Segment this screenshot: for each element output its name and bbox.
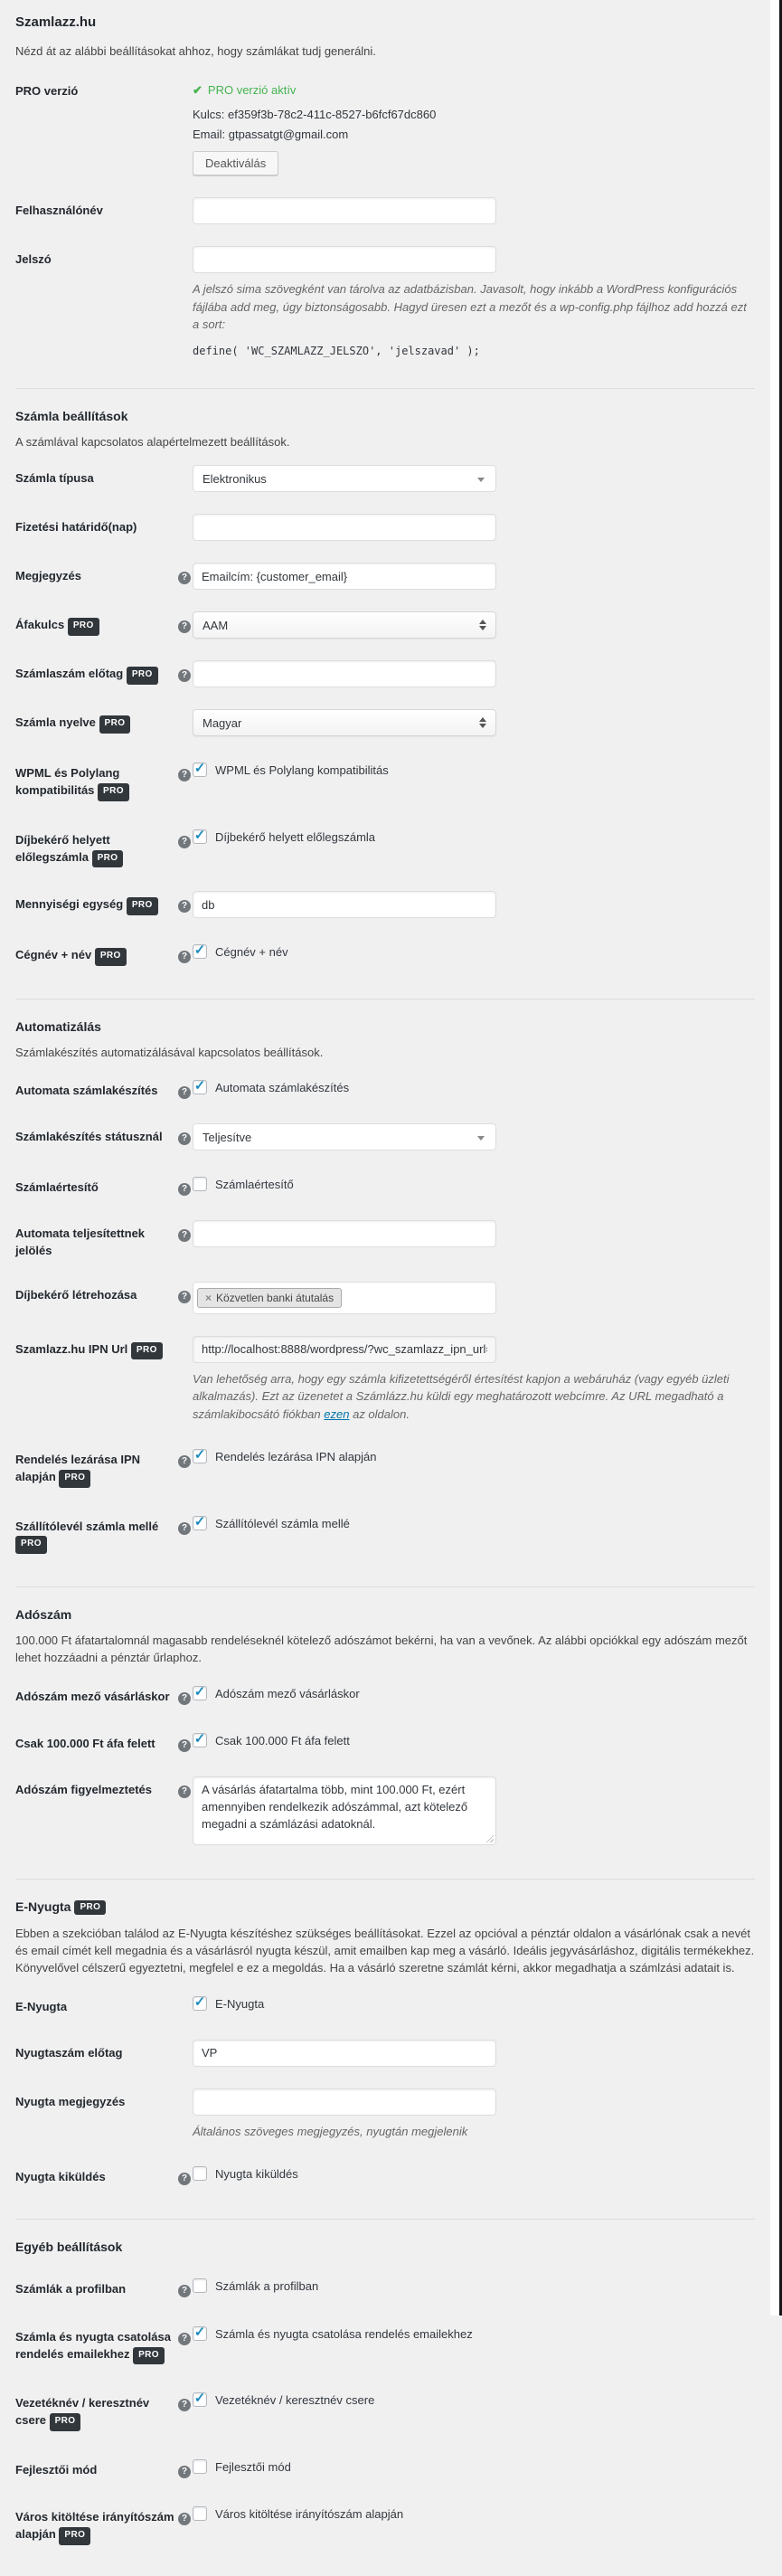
delivery-note-checkbox-row[interactable]: ✓ Szállítólevél számla mellé <box>193 1513 350 1532</box>
city-fill-checkbox-row[interactable]: Város kitöltése irányítószám alapján <box>193 2504 403 2523</box>
invoice-language-select[interactable]: Magyar <box>193 709 496 736</box>
invoice-type-select[interactable]: Elektronikus <box>193 465 496 492</box>
help-icon[interactable]: ? <box>178 2513 191 2525</box>
checkbox[interactable] <box>193 1516 207 1530</box>
section-heading-tax: Adószám <box>15 1606 72 1622</box>
field-label: Fejlesztői mód <box>15 2462 98 2477</box>
pro-badge: PRO <box>59 1470 90 1488</box>
field-label: Áfakulcs <box>15 618 65 632</box>
row-invoice-language <box>15 698 755 747</box>
row-company-name <box>15 929 755 979</box>
tax-only-above-checkbox-row[interactable]: ✓ Csak 100.000 Ft áfa felett <box>193 1730 350 1749</box>
scrollbar-track[interactable] <box>770 0 782 2316</box>
field-label: Fizetési határidő(nap) <box>15 520 137 535</box>
section-divider <box>15 1586 755 1587</box>
pro-badge: PRO <box>15 1536 47 1554</box>
field-label: PRO verzió <box>15 84 79 98</box>
row-advance-invoice <box>15 814 755 880</box>
field-label: Jelszó <box>15 252 52 266</box>
pro-badge: PRO <box>98 783 129 801</box>
help-icon[interactable]: ? <box>178 1739 191 1752</box>
page-intro: Nézd át az alábbi beállításokat ahhoz, hogy számlákat tudj generálni. <box>15 44 376 58</box>
pro-badge: PRO <box>68 618 99 636</box>
invoice-note-input[interactable] <box>193 563 496 590</box>
row-receipt-prefix <box>15 2029 755 2078</box>
advance-invoice-checkbox-row[interactable]: ✓ Díjbekérő helyett előlegszámla <box>193 827 375 846</box>
pro-badge: PRO <box>131 1342 163 1360</box>
password-input[interactable] <box>193 246 496 273</box>
row-payment-deadline <box>15 503 755 552</box>
field-label: Nyugta kiküldés <box>15 2170 106 2184</box>
company-name-checkbox-row[interactable]: ✓ Cégnév + név <box>193 942 288 961</box>
field-label: Számla és nyugta csatolása rendelés emailekhez <box>15 2329 171 2361</box>
row-username <box>15 186 755 235</box>
payment-deadline-input[interactable] <box>193 514 496 541</box>
help-icon[interactable]: ? <box>178 1132 191 1145</box>
section-heading-invoice: Számla beállítások <box>15 408 128 423</box>
checkbox[interactable] <box>193 1686 207 1700</box>
page-title: Szamlazz.hu <box>15 14 97 30</box>
password-description: A jelszó sima szövegként van tárolva az adatbázisban. Javasolt, hogy inkább a WordPress konfigurációs fájlába add meg, úgy biztonságosabb. Hagyd üresen ezt a mezőt és a wp-config.php fájlhoz add hozzá ezt a sort: <box>193 282 747 331</box>
pro-badge: PRO <box>127 667 158 685</box>
username-input[interactable] <box>193 197 496 224</box>
field-label: Adószám figyelmeztetés <box>15 1783 152 1797</box>
selected-gateway-tag: × Közvetlen banki átutalás <box>197 1288 342 1308</box>
field-label: Csak 100.000 Ft áfa felett <box>15 1737 155 1751</box>
field-label: Automata számlakészítés <box>15 1084 158 1098</box>
field-label: Számla nyelve <box>15 715 96 730</box>
help-icon[interactable]: ? <box>178 1522 191 1535</box>
pro-badge: PRO <box>59 2527 90 2545</box>
field-label: Rendelés lezárása IPN alapján <box>15 1453 141 1484</box>
auto-complete-input[interactable] <box>193 1220 496 1247</box>
invoice-status-select[interactable]: Teljesítve <box>193 1123 496 1151</box>
remove-tag-icon[interactable]: × <box>205 1291 212 1304</box>
checkbox[interactable] <box>193 2459 207 2474</box>
field-label: Díjbekérő létrehozása <box>15 1287 137 1302</box>
ipn-settings-link[interactable]: ezen <box>324 1406 350 1421</box>
auto-invoice-checkbox-row[interactable]: ✓ Automata számlakészítés <box>193 1077 349 1096</box>
checkbox[interactable] <box>193 2166 207 2181</box>
dev-mode-checkbox-row[interactable]: Fejlesztői mód <box>193 2457 291 2476</box>
section-heading-other: Egyéb beállítások <box>15 2240 123 2255</box>
field-label: WPML és Polylang kompatibilitás <box>15 766 120 798</box>
checkbox[interactable] <box>193 762 207 777</box>
receipt-prefix-input[interactable] <box>193 2040 496 2067</box>
field-label: Vezetéknév / keresztnév csere <box>15 2396 150 2428</box>
pro-badge: PRO <box>50 2413 81 2431</box>
row-password <box>15 235 755 368</box>
field-label: Számlák a profilban <box>15 2282 127 2297</box>
checkbox[interactable] <box>193 944 207 959</box>
unit-input[interactable] <box>193 891 496 918</box>
chevron-down-icon <box>477 1136 485 1141</box>
checkbox[interactable] <box>193 1177 207 1191</box>
close-order-checkbox-row[interactable]: ✓ Rendelés lezárása IPN alapján <box>193 1446 377 1465</box>
pro-key: Kulcs: ef359f3b-78c2-411c-8527-b6fcf67dc860 <box>193 108 437 121</box>
receipt-send-checkbox-row[interactable]: Nyugta kiküldés <box>193 2164 298 2183</box>
chevron-down-icon <box>477 478 485 482</box>
help-icon[interactable]: ? <box>178 769 191 781</box>
help-icon[interactable]: ? <box>178 900 191 913</box>
field-label: Cégnév + név <box>15 948 92 962</box>
section-desc-receipt: Ebben a szekcióban találod az E-Nyugta készítéshez szükséges beállításokat. Ezzel az opcióval a pénztár oldalon a vásárlónak csak a nevét és email címét kell megadnia és a vásárlásról nyugta készül, amit emailben kap meg a vásárló. Ideális jegyvásárláshoz, digitális termékekhez. Könyvelővel célszerű egyeztetni, megfelel e ez a megoldás. Ha a vásárló szeretne számlát kérni, akkor megadhatja a számlzási adatait is. <box>15 1927 755 1975</box>
ipn-description: Van lehetőség arra, hogy egy számla kifizetettségéről értesítést kapjon a webáruház (vagy egyéb üzleti alkalmazás). Ezt az üzenetet a Számlázz.hu küldi egy meghatározott webcímre. Az URL megadható a számlakibocsátó fiókban ezen az oldalon. <box>193 1371 730 1421</box>
receipt-enabled-checkbox-row[interactable]: ✓ E-Nyugta <box>193 1994 264 2012</box>
row-attach-emails <box>15 2311 755 2377</box>
help-icon[interactable]: ? <box>178 2333 191 2345</box>
section-divider <box>15 2219 755 2220</box>
row-vat-key <box>15 601 755 649</box>
row-receipt-send <box>15 2151 755 2199</box>
row-tax-only-above <box>15 1718 755 1766</box>
invoice-prefix-input[interactable] <box>193 660 496 687</box>
field-label: Szamlazz.hu IPN Url <box>15 1341 128 1356</box>
help-icon[interactable]: ? <box>178 2466 191 2478</box>
field-label: Nyugta megjegyzés <box>15 2094 126 2108</box>
row-tax-field <box>15 1671 755 1719</box>
row-close-order-ipn <box>15 1434 755 1500</box>
ipn-url-input[interactable] <box>193 1336 496 1363</box>
row-invoice-prefix <box>15 649 755 698</box>
pro-badge: PRO <box>127 897 158 915</box>
help-icon[interactable]: ? <box>178 1291 191 1303</box>
section-desc-invoice: A számlával kapcsolatos alapértelmezett beállítások. <box>15 434 290 449</box>
checkbox[interactable] <box>193 1080 207 1094</box>
vat-key-select[interactable]: AAM <box>193 611 496 639</box>
pro-badge: PRO <box>99 715 131 734</box>
row-unit <box>15 880 755 929</box>
wpml-checkbox-row[interactable]: ✓ WPML és Polylang kompatibilitás <box>193 760 389 779</box>
field-label: Megjegyzés <box>15 569 81 583</box>
row-proforma-create <box>15 1271 755 1325</box>
invoice-notifier-checkbox-row[interactable]: Számlaértesítő <box>193 1174 294 1193</box>
row-profile-invoices <box>15 2263 755 2311</box>
help-icon[interactable]: ? <box>178 669 191 682</box>
row-auto-complete <box>15 1209 755 1271</box>
pro-badge: PRO <box>95 948 127 966</box>
row-invoice-note <box>15 552 755 601</box>
password-code-snippet: define( 'WC_SZAMLAZZ_JELSZO', 'jelszavad' ); <box>193 344 480 357</box>
field-label: Számlaértesítő <box>15 1180 99 1195</box>
field-label: E-Nyugta <box>15 1999 68 2013</box>
pro-email: Email: gtpassatgt@gmail.com <box>193 127 349 141</box>
field-label: Számla típusa <box>15 471 94 486</box>
row-invoice-type <box>15 454 755 503</box>
section-divider <box>15 388 755 389</box>
help-icon[interactable]: ? <box>178 1455 191 1468</box>
row-name-swap <box>15 2377 755 2443</box>
row-auto-invoice <box>15 1065 755 1113</box>
help-icon[interactable]: ? <box>178 1785 191 1798</box>
name-swap-checkbox-row[interactable]: ✓ Vezetéknév / keresztnév csere <box>193 2390 374 2409</box>
pro-badge: PRO <box>74 1900 106 1915</box>
pro-badge: PRO <box>133 2347 165 2365</box>
help-icon[interactable]: ? <box>178 1229 191 1242</box>
pro-badge: PRO <box>92 850 124 868</box>
field-label: Számlaszám előtag <box>15 667 124 681</box>
help-icon[interactable]: ? <box>178 951 191 963</box>
check-icon: ✔ <box>193 83 203 97</box>
pro-status-badge: ✔ PRO verzió aktív <box>193 83 297 97</box>
select-arrows-icon <box>479 620 486 630</box>
help-icon[interactable]: ? <box>178 1183 191 1196</box>
field-label: Nyugtaszám előtag <box>15 2045 123 2060</box>
row-pro-version <box>15 67 755 186</box>
row-receipt-enabled <box>15 1981 755 2029</box>
attach-emails-checkbox-row[interactable]: ✓ Számla és nyugta csatolása rendelés emailekhez <box>193 2324 473 2343</box>
section-desc-automation: Számlakészítés automatizálásával kapcsolatos beállítások. <box>15 1045 324 1059</box>
help-icon[interactable]: ? <box>178 2285 191 2297</box>
row-city-fill <box>15 2491 755 2557</box>
checkbox[interactable] <box>193 1996 207 2011</box>
help-icon[interactable]: ? <box>178 2173 191 2185</box>
help-icon[interactable]: ? <box>178 1086 191 1099</box>
section-desc-tax: 100.000 Ft áfatartalomnál magasabb rendeléseknél kötelező adószámot bekérni, ha van a vevőnek. Az alábbi opciókkal egy adószám mezőt lehet hozzáadni a pénztár űrlaphoz. <box>15 1633 748 1664</box>
deactivate-button[interactable]: Deaktiválás <box>193 151 278 175</box>
row-wpml <box>15 747 755 813</box>
field-label: Díjbekérő helyett előlegszámla <box>15 832 110 864</box>
field-label: Város kitöltése irányítószám alapján <box>15 2510 174 2542</box>
checkbox[interactable] <box>193 829 207 844</box>
row-dev-mode <box>15 2444 755 2492</box>
proforma-gateways-multiselect[interactable] <box>193 1282 496 1314</box>
help-icon[interactable]: ? <box>178 2399 191 2411</box>
row-delivery-note <box>15 1501 755 1567</box>
tax-warning-textarea[interactable] <box>193 1776 496 1845</box>
field-label: Automata teljesítettnek jelölés <box>15 1226 146 1257</box>
row-invoice-notifier <box>15 1161 755 1209</box>
field-label: Szállítólevél számla mellé <box>15 1519 159 1533</box>
row-receipt-note <box>15 2078 755 2152</box>
help-icon[interactable]: ? <box>178 1692 191 1705</box>
row-invoice-status <box>15 1113 755 1161</box>
tax-field-checkbox-row[interactable]: ✓ Adószám mező vásárláskor <box>193 1683 360 1702</box>
section-divider <box>15 1879 755 1880</box>
help-icon[interactable]: ? <box>178 620 191 633</box>
help-icon[interactable]: ? <box>178 572 191 584</box>
checkbox[interactable] <box>193 2392 207 2407</box>
checkbox[interactable] <box>193 1449 207 1463</box>
field-label: Felhasználónév <box>15 204 103 217</box>
row-ipn-url <box>15 1325 755 1435</box>
profile-invoices-checkbox-row[interactable]: Számlák a profilban <box>193 2276 318 2295</box>
checkbox[interactable] <box>193 2326 207 2341</box>
field-label: Adószám mező vásárláskor <box>15 1689 170 1703</box>
section-heading-automation: Automatizálás <box>15 1018 101 1034</box>
field-label: Számlakészítés státusznál <box>15 1130 163 1144</box>
row-tax-warning <box>15 1766 755 1859</box>
receipt-note-input[interactable] <box>193 2088 496 2116</box>
select-arrows-icon <box>479 717 486 728</box>
checkbox[interactable] <box>193 2506 207 2521</box>
help-icon[interactable]: ? <box>178 836 191 848</box>
receipt-note-description: Általános szöveges megjegyzés, nyugtán megjelenik <box>193 2124 468 2138</box>
section-heading-receipt: E-Nyugta PRO <box>15 1899 755 1915</box>
checkbox[interactable] <box>193 2278 207 2293</box>
checkbox[interactable] <box>193 1733 207 1747</box>
field-label: Mennyiségi egység <box>15 897 124 912</box>
